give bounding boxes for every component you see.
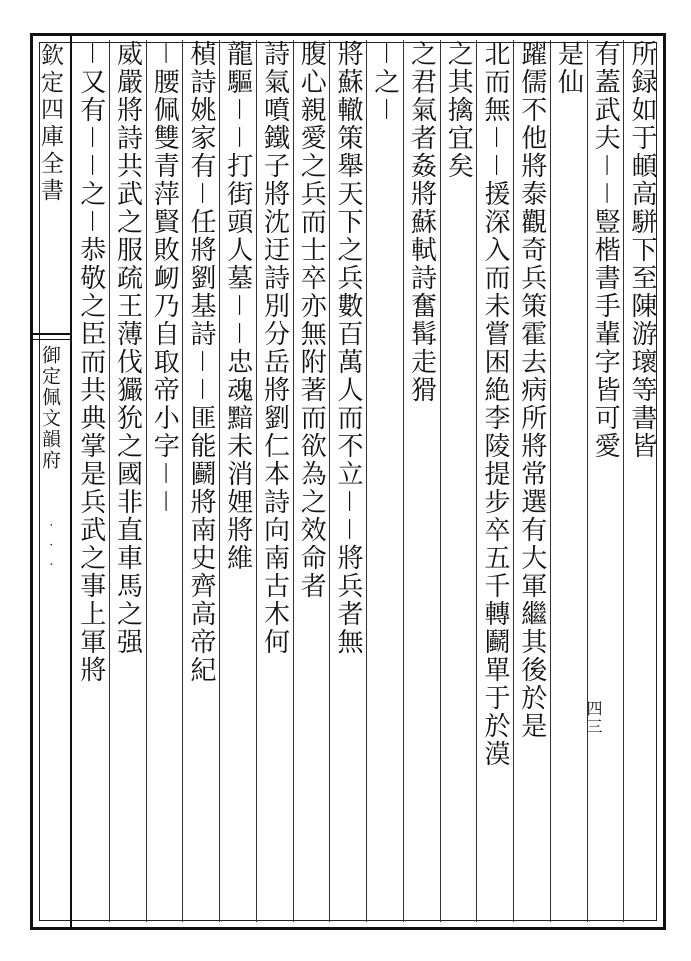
book-title: 御定佩文韻府 xyxy=(39,345,61,471)
text-column: －又有－－之－恭敬之臣而共典掌是兵武之事上軍將 xyxy=(75,40,106,685)
text-column: 之其擒宜矣 xyxy=(440,40,477,922)
text-column: 楨詩姚家有－任將劉基詩－－匪能鬬將南史齊高帝紀 xyxy=(182,40,219,922)
text-column: －之－ xyxy=(366,40,403,922)
text-column: 是仙 xyxy=(550,40,587,922)
text-column: 威嚴將詩共武之服疏王薄伐玁狁之國非直車馬之强 xyxy=(109,40,146,922)
margin-dots: · · · xyxy=(44,523,58,573)
text-column: －腰佩雙青萍賢敗衂乃自取帝小字－－ xyxy=(146,40,183,922)
text-column: 所録如于頔高駢下至陳游瓌等書皆 xyxy=(623,40,660,922)
text-column: 北而無－－援深入而未嘗困絶李陵提步卒五千轉鬬單于於漠 xyxy=(476,40,513,922)
folio-number: 四三 xyxy=(584,700,603,736)
text-column: 腹心親愛之兵而士卒亦無附著而欲為之效命者 xyxy=(293,40,330,922)
margin-strip xyxy=(30,33,72,930)
text-column: 龍驅－－打街頭人墓－－忠魂黯未消娌將維 xyxy=(219,40,256,922)
fishtail-mark xyxy=(30,333,70,340)
collection-title: 欽定四庫全書 xyxy=(37,43,63,205)
text-column: 將蘇轍策舉天下之兵數百萬人而不立－－將兵者無 xyxy=(329,40,366,922)
text-column: 之君氣者姦將蘇軾詩奮髯走猾 xyxy=(403,40,440,922)
text-body xyxy=(72,40,660,922)
text-column: 有蓋武夫－－豎楷書手輩字皆可愛 xyxy=(587,40,624,922)
text-column: 詩氣噴鐵子將沈迂詩別分岳將劉仁本詩向南古木何 xyxy=(256,40,293,922)
text-column: 躍儒不他將泰觀奇兵策霍去病所將常選有大軍繼其後於是 xyxy=(513,40,550,922)
